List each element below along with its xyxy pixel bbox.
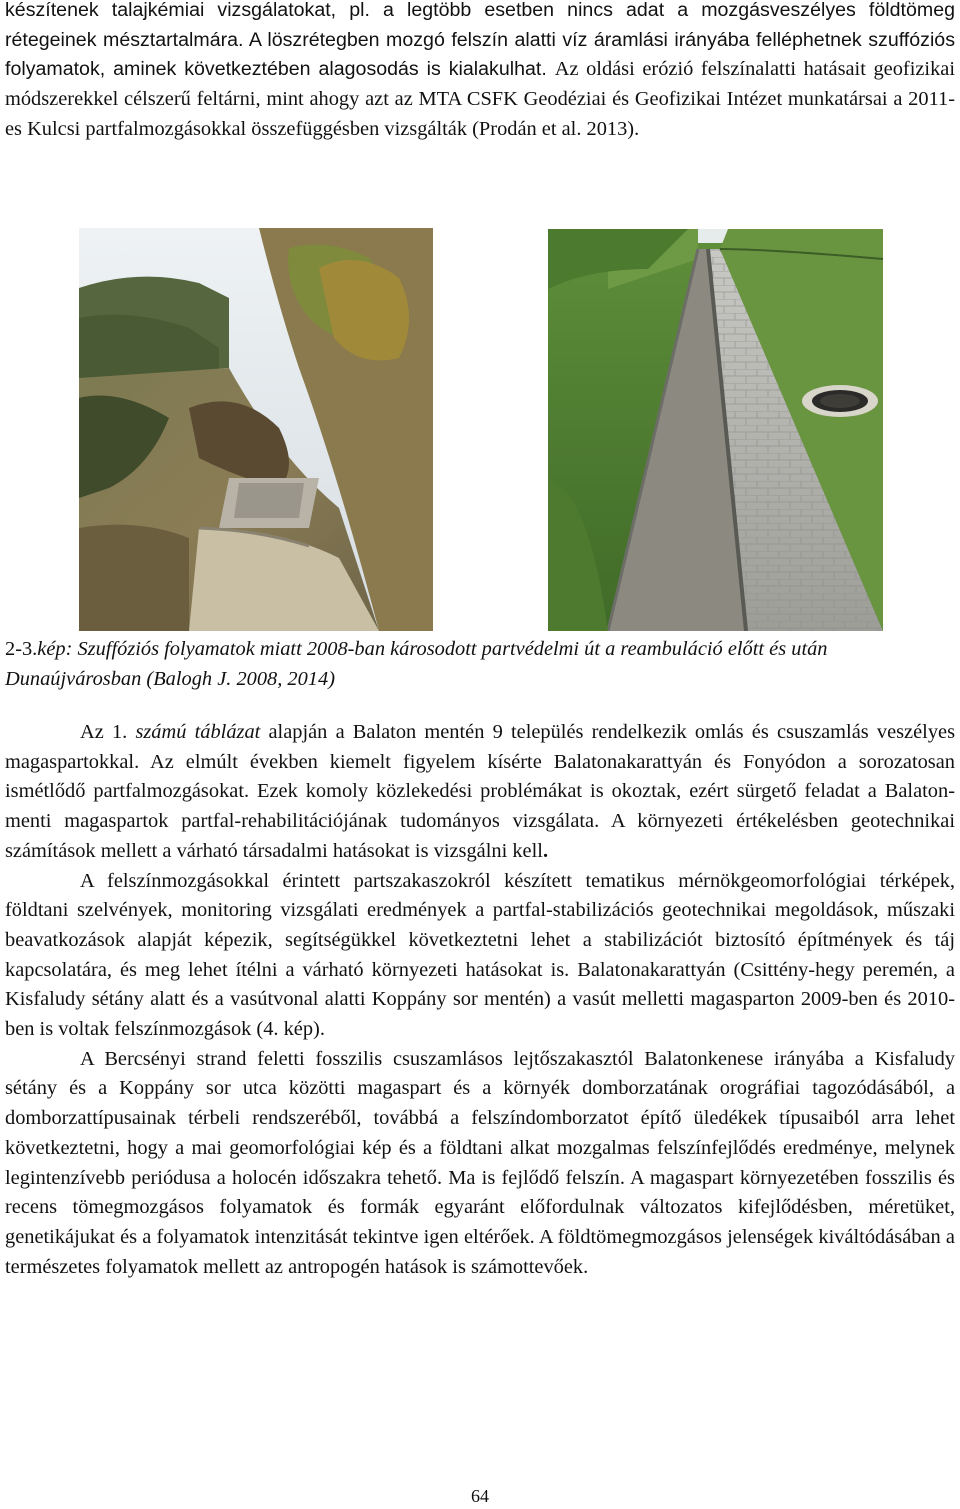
p1-end: . xyxy=(542,839,549,862)
eroded-slope-photo xyxy=(79,228,433,631)
p1-rest: alapján a Balaton mentén 9 település rendelkezik omlás és csuszamlás veszélyes magaspartokkal. Az elmúlt években kiemelt figyelem kísérte Balatonakarattyán és Fonyódon a sorozatosan ismétlődő partfalmozgásokat. Ezek komoly közlekedési problémákat is okoztak, ezért sürgető feladat a Balaton-menti magaspartok partfal-rehabilitációjának tudományos vizsgálata. A környezeti értékelésben geotechnikai számítások mellett a várható társadalmi hatásokat is vizsgálni kell xyxy=(5,721,956,862)
body-text xyxy=(5,718,955,1282)
intro-text xyxy=(5,0,955,145)
intro-sentence-2: Az oldási erózió felszínalatti hatásait geofizikai módszerekkel célszerű feltárni, mint ahogy azt az MTA CSFK Geodéziai és Geofizikai Intézet munkatársai a 2011-es Kulcsi partfalmozgásokkal összefüggésben vizsgálták (Prodán et al. 2013). xyxy=(5,58,955,140)
page-number: 64 xyxy=(471,1486,489,1506)
paved-path-photo xyxy=(548,229,883,631)
paragraph-1 xyxy=(5,718,955,867)
intro-paragraph xyxy=(5,0,955,145)
intro-sentence-1: készítenek talajkémiai vizsgálatokat, pl. a legtöbb esetben nincs adat a mozgásveszélyes földtömeg rétegeinek mésztartalmára. A löszrétegben mozgó felszín alatti víz áramlási irányába felléphetnek szuffóziós folyamatok, aminek következtében alagosodás is kialakulhat. xyxy=(5,0,955,81)
paragraph-3: A Bercsényi strand feletti fosszilis csuszamlásos lejtőszakasztól Balatonkenese irányába a Kisfaludy sétány és a Koppány sor utca közötti magaspart és a környék domborzatának orográfiai tagozódásából, a domborzattípusainak térbeli rendszeréből, továbbá a felszíndomborzatot építő üledékek típusaiból arra lehet következtetni, hogy a mai geomorfológiai kép és a földtani alkat mozgalmas felszínfejlődés eredménye, melynek legintenzívebb periódusa a holocén időszakra tehető. Ma is fejlődő felszín. A magaspart környezetében fosszilis és recens tömegmozgásos folyamatok és formák egyaránt előfordulnak változatos kifejlődésben, méretüket, genetikájukat és a folyamatok intenzitását tekintve igen eltérőek. A földtömegmozgásos jelenségek kiváltódásában a természetes folyamatok mellett az antropogén hatások is számottevőek. xyxy=(5,1047,955,1278)
paragraph-2: A felszínmozgásokkal érintett partszakaszokról készített tematikus mérnökgeomorfológiai térképek, földtani szelvények, monitoring vizsgálati eredmények a partfal-stabilizációs geotechnikai megoldások, műszaki beavatkozások alapját képezik, segítségükkel következtetni lehet a stabilizációt biztosító építmények és táj kapcsolatára, és meg lehet ítélni a várható környezeti hatásokat is. Balatonakarattyán (Csittény-hegy peremén, a Kisfaludy sétány alatt és a vasútvonal alatti Koppány sor mentén) a vasút melletti magasparton 2009-ben és 2010-ben is voltak felszínmozgások (4. kép). xyxy=(5,869,955,1041)
paved-path-image xyxy=(548,229,883,631)
table-reference: számú táblázat xyxy=(135,721,261,743)
p1-start: Az 1. xyxy=(80,721,136,743)
caption-text: kép: Szuffóziós folyamatok miatt 2008-ban károsodott partvédelmi út a reambuláció előtt és után Dunaújvárosban (Balogh J. 2008, 2014) xyxy=(5,638,828,690)
figure-caption xyxy=(5,634,955,694)
eroded-slope-image xyxy=(79,228,433,631)
caption-number: 2-3. xyxy=(5,638,38,660)
